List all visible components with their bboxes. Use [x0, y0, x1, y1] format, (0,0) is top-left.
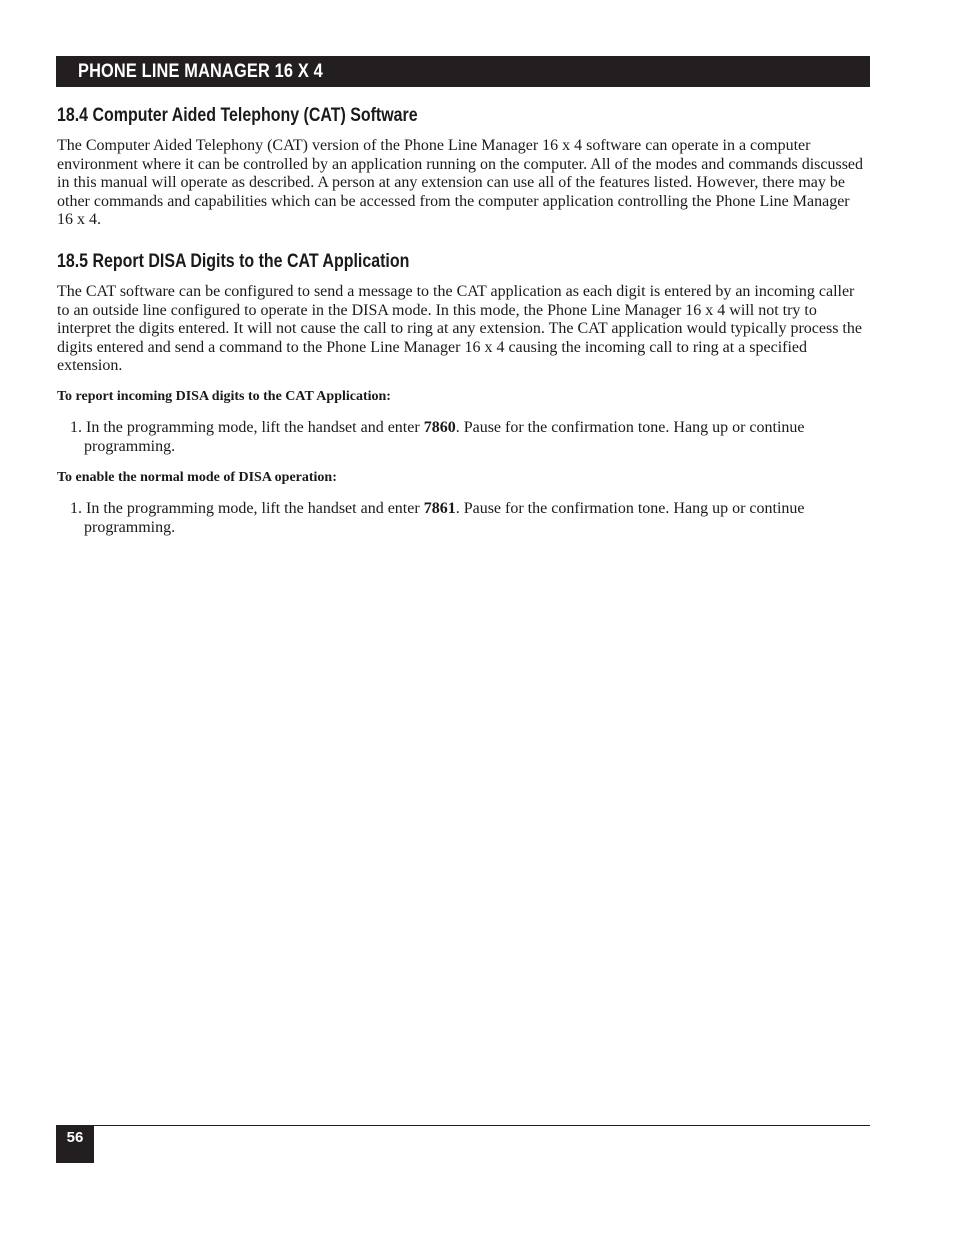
step-text: In the programming mode, lift the handset and enter: [82, 500, 424, 518]
procedure-lead: To report incoming DISA digits to the CAT Application:: [57, 388, 391, 404]
procedure-step: [57, 500, 867, 537]
page-number: 56: [56, 1125, 94, 1163]
running-header-title: PHONE LINE MANAGER 16 X 4: [78, 61, 323, 82]
section-paragraph: The Computer Aided Telephony (CAT) version of the Phone Line Manager 16 x 4 software can operate in a computer environment where it can be controlled by an application running on the computer. All of the modes and commands discussed in this manual will operate as described. A person at any extension can use all of the features listed. However, there may be other commands and capabilities which can be accessed from the computer application controlling the Phone Line Manager 16 x 4.: [57, 137, 864, 229]
page-content: [57, 103, 867, 537]
procedure-lead: To enable the normal mode of DISA operation:: [57, 470, 337, 486]
procedure-steps: [57, 500, 867, 537]
section-heading: 18.5 Report DISA Digits to the CAT Application: [57, 250, 410, 272]
footer-rule: [56, 1125, 870, 1126]
procedure-normal-disa: [57, 469, 867, 537]
step-text: . Pause for the confirmation tone. Hang up or continue programming.: [84, 500, 805, 536]
procedure-report-disa: [57, 388, 867, 456]
procedure-steps: [57, 419, 867, 456]
section-18-4: [57, 103, 867, 230]
step-number: 1.: [70, 418, 82, 436]
running-header: [56, 56, 870, 87]
step-text: . Pause for the confirmation tone. Hang up or continue programming.: [84, 418, 805, 455]
feature-code: 7861: [423, 500, 456, 518]
feature-code: 7860: [423, 418, 456, 436]
procedure-step: [57, 419, 867, 456]
step-number: 1.: [70, 500, 82, 518]
section-paragraph: The CAT software can be configured to send a message to the CAT application as each digit is entered by an incoming caller to an outside line configured to operate in the DISA mode. In this mode, the Phone Line Manager 16 x 4 will not try to interpret the digits entered. It will not cause the call to ring at any extension. The CAT application would typically process the digits entered and send a command to the Phone Line Manager 16 x 4 causing the incoming call to ring at a specified extension.: [57, 282, 862, 375]
step-text: In the programming mode, lift the handset and enter: [82, 418, 424, 436]
section-heading: 18.4 Computer Aided Telephony (CAT) Software: [57, 105, 418, 126]
section-18-5: [57, 249, 867, 537]
